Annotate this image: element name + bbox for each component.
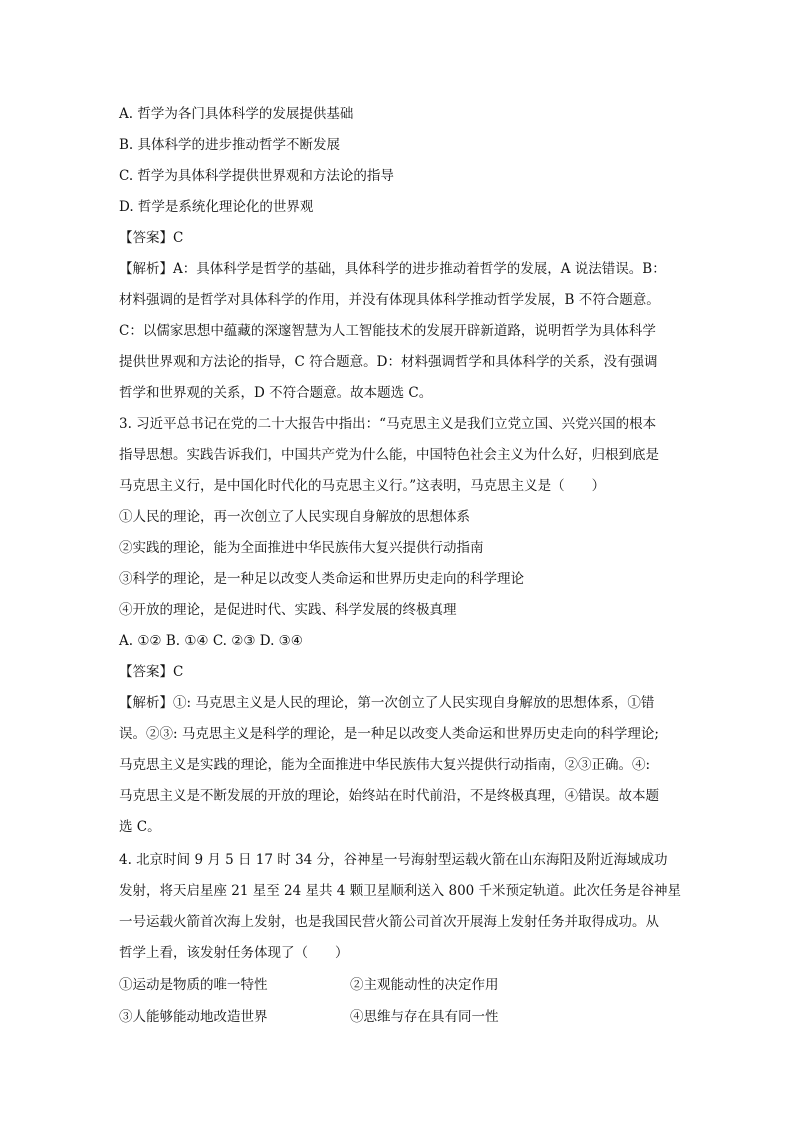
q3-analysis-line: 马克思主义是不断发展的开放的理论，始终站在时代前沿，不是终极真理，④错误。故本题 bbox=[119, 788, 659, 804]
q3-stem-line: 指导思想。实践告诉我们，中国共产党为什么能，中国特色社会主义为什么好，归根到底是 bbox=[119, 447, 659, 463]
q3-statement-2: ②实践的理论，能为全面推进中华民族伟大复兴提供行动指南 bbox=[119, 540, 484, 556]
q3-analysis-line: 马克思主义是实践的理论，能为全面推进中华民族伟大复兴提供行动指南，②③正确。④: bbox=[119, 757, 651, 773]
q4-stem-line: 哲学上看，该发射任务体现了（ ） bbox=[119, 945, 349, 961]
q3-choices: A. ①② B. ①④ C. ②③ D. ③④ bbox=[119, 633, 303, 649]
q4-stem-line: 一号运载火箭首次海上发射，也是我国民营火箭公司首次开展海上发射任务并取得成功。从 bbox=[119, 914, 659, 930]
q3-statement-4: ④开放的理论，是促进时代、实践、科学发展的终极真理 bbox=[119, 602, 457, 618]
q2-analysis-line: 提供世界观和方法论的指导，C 符合题意。D：材料强调哲学和具体科学的关系，没有强调 bbox=[119, 354, 658, 370]
q2-option-b: B. 具体科学的进步推动哲学不断发展 bbox=[119, 137, 341, 153]
q4-statement-2: ②主观能动性的决定作用 bbox=[350, 977, 499, 993]
q3-analysis-line: 误。②③: 马克思主义是科学的理论，是一种足以改变人类命运和世界历史走向的科学理论; bbox=[119, 726, 659, 742]
q4-stem-line: 4. 北京时间 9 月 5 日 17 时 34 分，谷神星一号海射型运载火箭在山东海阳及附近海域成功 bbox=[119, 852, 668, 868]
q3-statement-1: ①人民的理论，再一次创立了人民实现自身解放的思想体系 bbox=[119, 509, 470, 525]
q4-stem-line: 发射，将天启星座 21 星至 24 星共 4 颗卫星顺利送入 800 千米预定轨道。此次任务是谷神星 bbox=[119, 883, 682, 899]
q3-stem-line: 3. 习近平总书记在党的二十大报告中指出：“马克思主义是我们立党立国、兴党兴国的根本 bbox=[119, 416, 657, 432]
q2-answer: 【答案】C bbox=[119, 230, 184, 246]
q2-analysis bbox=[119, 254, 679, 409]
q2-analysis-line: 哲学和世界观的关系，D 不符合题意。故本题选 C。 bbox=[119, 385, 433, 401]
q2-analysis-line: C：以儒家思想中蕴藏的深邃智慧为人工智能技术的发展开辟新道路，说明哲学为具体科学 bbox=[119, 323, 656, 339]
q2-option-d: D. 哲学是系统化理论化的世界观 bbox=[119, 199, 314, 215]
q4-statement-4: ④思维与存在具有同一性 bbox=[350, 1009, 499, 1025]
q3-analysis-line: 【解析】①: 马克思主义是人民的理论，第一次创立了人民实现自身解放的思想体系，①错 bbox=[119, 695, 655, 711]
q3-stem bbox=[119, 409, 679, 502]
q4-statement-3: ③人能够能动地改造世界 bbox=[119, 1009, 268, 1025]
q3-stem-line: 马克思主义行，是中国化时代化的马克思主义行。”这表明，马克思主义是（ ） bbox=[119, 478, 606, 494]
q4-statement-1: ①运动是物质的唯一特性 bbox=[119, 977, 268, 993]
q4-stem bbox=[119, 845, 682, 969]
q2-option-c: C. 哲学为具体科学提供世界观和方法论的指导 bbox=[119, 168, 394, 184]
q2-analysis-line: 材料强调的是哲学对具体科学的作用，并没有体现具体科学推动哲学发展，B 不符合题意。 bbox=[119, 292, 660, 308]
q3-analysis-line: 选 C。 bbox=[119, 819, 161, 835]
q3-analysis bbox=[119, 688, 679, 843]
q2-option-a: A. 哲学为各门具体科学的发展提供基础 bbox=[119, 106, 354, 122]
q3-statement-3: ③科学的理论，是一种足以改变人类命运和世界历史走向的科学理论 bbox=[119, 571, 524, 587]
q3-answer: 【答案】C bbox=[119, 664, 184, 680]
q2-analysis-line: 【解析】A：具体科学是哲学的基础，具体科学的进步推动着哲学的发展，A 说法错误。B： bbox=[119, 261, 666, 277]
